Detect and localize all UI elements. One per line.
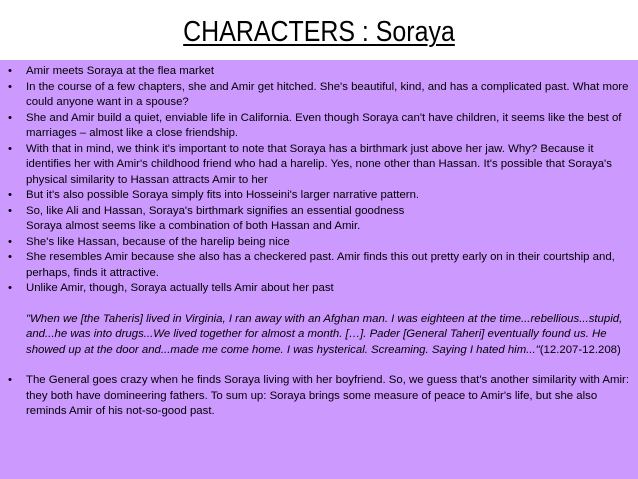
bullet-text: Amir meets Soraya at the flea market bbox=[26, 65, 215, 77]
slide-title-text: CHARACTERS : Soraya bbox=[183, 16, 455, 48]
bullet-item bbox=[6, 235, 632, 251]
bullet-icon: • bbox=[8, 142, 12, 155]
bullet-icon: • bbox=[8, 374, 12, 386]
slide-title bbox=[45, 14, 594, 50]
bullet-item bbox=[6, 281, 632, 358]
bullet-list bbox=[6, 64, 632, 420]
bullet-item bbox=[6, 204, 632, 235]
bullet-text: She and Amir build a quiet, enviable life in California. Even though Soraya can't have children, it seems like the best of marriages – almost like a close friendship. bbox=[26, 111, 622, 139]
bullet-icon: • bbox=[8, 189, 12, 201]
bullet-icon: • bbox=[8, 204, 12, 217]
bullet-continuation: Soraya almost seems like a combination of both Hassan and Amir. bbox=[26, 220, 361, 232]
bullet-item bbox=[6, 142, 632, 189]
quote-citation: (12.207-12.208) bbox=[539, 343, 621, 356]
bullet-text: The General goes crazy when he finds Soraya living with her boyfriend. So, we guess that's another similarity with Amir: they both have domineering fathers. To sum up: Soraya brings some measure of peace to Amir's life, but she also reminds Amir of his not-so-good past. bbox=[26, 374, 629, 417]
bullet-icon: • bbox=[8, 235, 12, 248]
bullet-icon: • bbox=[8, 282, 12, 294]
bullet-item bbox=[6, 373, 632, 420]
bullet-icon: • bbox=[8, 65, 12, 77]
bullet-text: She resembles Amir because she also has a checkered past. Amir finds this out pretty early on in their courtship and, perhaps, finds it attractive. bbox=[26, 251, 615, 279]
bullet-icon: • bbox=[8, 251, 12, 263]
bullet-text: Unlike Amir, though, Soraya actually tells Amir about her past bbox=[26, 282, 334, 294]
bullet-item bbox=[6, 80, 632, 111]
bullet-item bbox=[6, 250, 632, 281]
content-box bbox=[0, 60, 638, 475]
bottom-bar bbox=[0, 475, 638, 479]
quote-block bbox=[26, 312, 632, 359]
bullet-icon: • bbox=[8, 111, 12, 124]
bullet-text: So, like Ali and Hassan, Soraya's birthmark signifies an essential goodness bbox=[26, 204, 405, 217]
bullet-icon: • bbox=[8, 80, 12, 93]
bullet-text: But it's also possible Soraya simply fits into Hosseini's larger narrative pattern. bbox=[26, 189, 420, 201]
quote-text: "When we [the Taheris] lived in Virginia, I ran away with an Afghan man. I was eighteen at the time...rebellious...stupid, and...he was into drugs...We lived together for almost a month. […]. Pader [General Taheri] eventually found us. He showed up at the door and...made me come home. I was hysterical. Screaming. Saying I hated him..." bbox=[26, 312, 623, 356]
bullet-item bbox=[6, 111, 632, 142]
bullet-item bbox=[6, 64, 632, 80]
bullet-text: She's like Hassan, because of the harelip being nice bbox=[26, 235, 290, 248]
bullet-text: In the course of a few chapters, she and Amir get hitched. She's beautiful, kind, and has a complicated past. What more could anyone want in a spouse? bbox=[26, 80, 629, 108]
bullet-text: With that in mind, we think it's important to note that Soraya has a birthmark just above her jaw. Why? Because it identifies her with Amir's childhood friend who had a harelip. Yes, none other than Hassan. It's possible that Soraya's physical similarity to Hassan attracts Amir to her bbox=[26, 142, 612, 186]
bullet-item bbox=[6, 188, 632, 204]
